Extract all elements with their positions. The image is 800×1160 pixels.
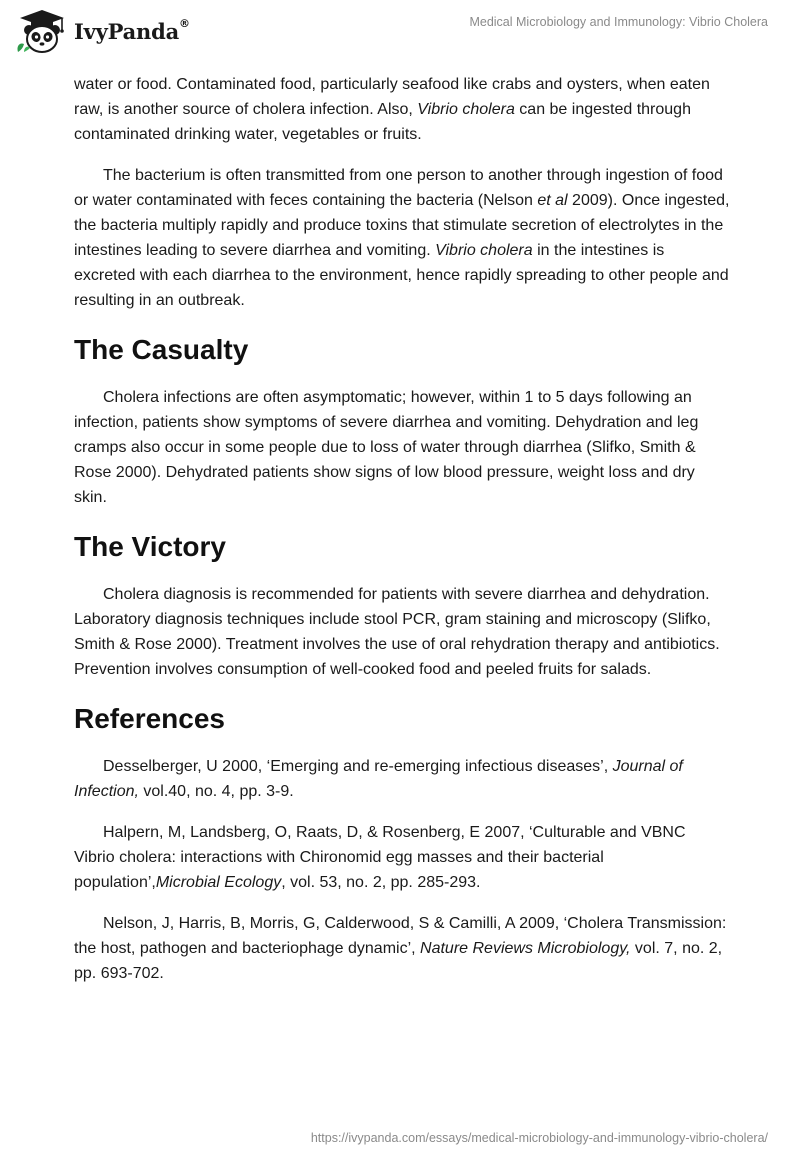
document-title: Medical Microbiology and Immunology: Vibrio Cholera (469, 15, 768, 29)
essay-content (74, 72, 730, 986)
brand-name: IvyPanda® (74, 16, 190, 44)
panda-graduate-icon (14, 8, 70, 54)
section-heading-references: References (74, 703, 225, 734)
section-heading-casualty: The Casualty (74, 334, 249, 365)
reference-item: Halpern, M, Landsberg, O, Raats, D, & Rosenberg, E 2007, ‘Culturable and VBNC Vibrio cholera: interactions with Chironomid egg masses and their bacterial population’,Microbial Ecology, vol. 53, no. 2, pp. 285-293. (74, 824, 686, 891)
italic-text: Vibrio cholera (417, 101, 515, 118)
source-url[interactable]: https://ivypanda.com/essays/medical-microbiology-and-immunology-vibrio-cholera/ (310, 1131, 768, 1145)
italic-text: Microbial Ecology (155, 874, 282, 891)
italic-text: Nature Reviews Microbiology, (420, 940, 631, 957)
page-header (0, 0, 800, 70)
paragraph: Cholera infections are often asymptomatic; however, within 1 to 5 days following an infection, patients show symptoms of severe diarrhea and vomiting. Dehydration and leg cramps also occur in some people due to loss of water through diarrhea (Slifko, Smith & Rose 2000). Dehydrated patients show signs of low blood pressure, weight loss and dry skin. (74, 389, 699, 506)
reference-item: Nelson, J, Harris, B, Morris, G, Calderwood, S & Camilli, A 2009, ‘Cholera Transmission: the host, pathogen and bacteriophage dynamic’, Nature Reviews Microbiology, vol. 7, no. 2, pp. 693-702. (74, 915, 727, 982)
brand-logo[interactable] (14, 8, 190, 54)
paragraph: The bacterium is often transmitted from one person to another through ingestion of food or water contaminated with feces containing the bacteria (Nelson et al 2009). Once ingested, the bacteria multiply rapidly and produce toxins that stimulate secretion of electrolytes in the intestines leading to severe diarrhea and vomiting. Vibrio cholera in the intestines is excreted with each diarrhea to the environment, hence rapidly spreading to other people and resulting in an outbreak. (74, 167, 730, 309)
reference-item: Desselberger, U 2000, ‘Emerging and re-emerging infectious diseases’, Journal of Infection, vol.40, no. 4, pp. 3-9. (74, 758, 683, 800)
italic-text: Journal of Infection, (74, 758, 683, 800)
section-heading-victory: The Victory (74, 531, 226, 562)
paragraph: water or food. Contaminated food, particularly seafood like crabs and oysters, when eaten raw, is another source of cholera infection. Also, Vibrio cholera can be ingested through contaminated drinking water, vegetables or fruits. (74, 76, 710, 143)
italic-text: Vibrio cholera (435, 242, 533, 259)
italic-text: et al (537, 192, 568, 209)
paragraph: Cholera diagnosis is recommended for patients with severe diarrhea and dehydration. Laboratory diagnosis techniques include stool PCR, gram staining and microscopy (Slifko, Smith & Rose 2000). Treatment involves the use of oral rehydration therapy and antibiotics. Prevention involves consumption of well-cooked food and peeled fruits for salads. (74, 586, 720, 678)
